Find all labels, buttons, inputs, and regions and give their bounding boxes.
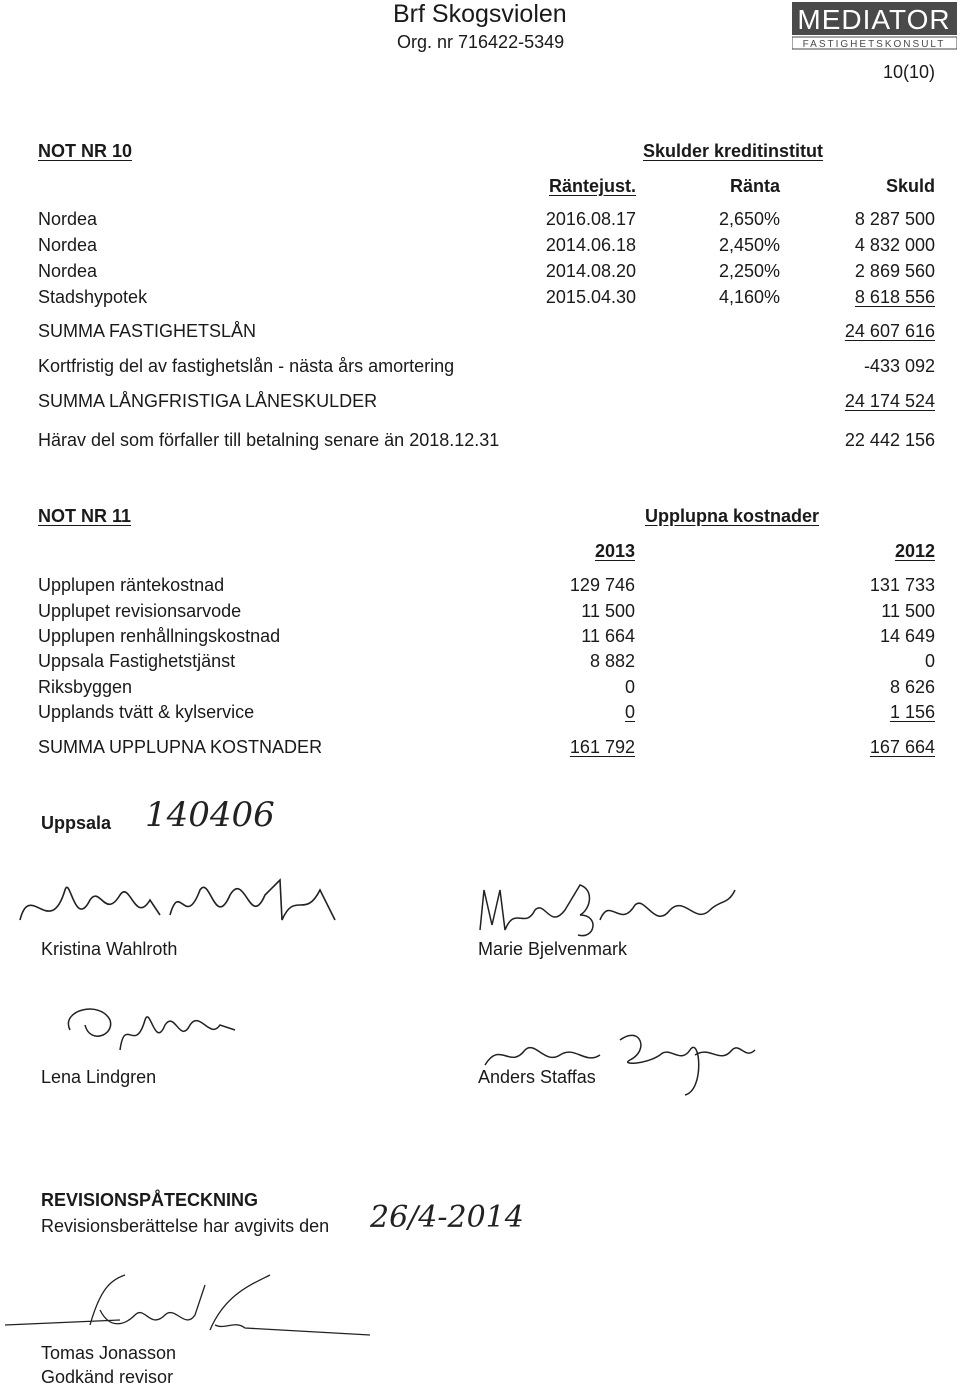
accrual-2012: 0 [924,651,935,671]
accrual-label: Upplupet revisionsarvode [38,601,242,621]
revision-text: Revisionsberättelse har avgivits den [41,1216,330,1236]
loan-lender: Nordea [38,235,98,255]
accrual-2012: 11 500 [881,601,935,621]
signature-kristina [10,860,350,950]
loan-rate: 4,160% [718,287,780,307]
mediator-logo [792,2,957,50]
short-term-value: -433 092 [863,356,935,376]
loan-date: 2015.04.30 [545,287,636,307]
col-debt: Skuld [885,176,935,196]
signatory-name: Marie Bjelvenmark [478,939,628,959]
loan-rate: 2,250% [718,261,780,281]
loan-lender: Nordea [38,261,98,281]
sum-accrued-2012: 167 664 [869,737,935,757]
accrual-2013: 0 [624,677,635,697]
accrual-2013: 8 882 [589,651,635,671]
accrual-2013: 11 664 [581,626,635,646]
revision-title: REVISIONSPÅTECKNING [41,1190,259,1210]
note11-heading: Upplupna kostnader [645,506,820,526]
signature-lena [50,990,250,1070]
sum-loans-value: 24 607 616 [844,321,935,341]
signatory-name: Lena Lindgren [41,1067,157,1087]
sum-accrued-2013: 161 792 [569,737,635,757]
loan-debt: 8 618 556 [854,287,935,307]
due-later-label: Härav del som förfaller till betalning senare än 2018.12.31 [38,430,500,450]
loan-date: 2014.06.18 [545,235,636,255]
accrual-label: Uppsala Fastighetstjänst [38,651,236,671]
auditor-role: Godkänd revisor [41,1367,174,1387]
accrual-2013: 11 500 [581,601,635,621]
note10-title: NOT NR 10 [38,141,133,161]
year-2013: 2013 [594,541,635,561]
col-rate: Ränta [729,176,780,196]
accrual-2013: 129 746 [569,575,635,595]
due-later-value: 22 442 156 [844,430,935,450]
auditor-name: Tomas Jonasson [41,1343,177,1363]
year-2012: 2012 [894,541,935,561]
company-name: Brf Skogsviolen [393,0,567,28]
note11-title: NOT NR 11 [38,506,132,526]
accrual-label: Riksbyggen [38,677,133,697]
loan-debt: 8 287 500 [854,209,935,229]
col-rate-adjust: Räntejust. [548,176,636,196]
accrual-label: Upplands tvätt & kylservice [38,702,255,722]
loan-date: 2014.08.20 [545,261,636,281]
accrual-2012: 131 733 [869,575,935,595]
loan-date: 2016.08.17 [545,209,636,229]
signature-marie [470,870,760,950]
sum-accrued-label: SUMMA UPPLUPNA KOSTNADER [38,737,323,757]
loan-lender: Stadshypotek [38,287,148,307]
accrual-2013: 0 [624,702,635,722]
long-term-value: 24 174 524 [844,391,935,411]
sum-loans-label: SUMMA FASTIGHETSLÅN [38,321,257,341]
loan-lender: Nordea [38,209,98,229]
signatory-name: Kristina Wahlroth [41,939,178,959]
accrual-2012: 1 156 [889,702,935,722]
loan-rate: 2,650% [718,209,780,229]
accrual-label: Upplupen räntekostnad [38,575,225,595]
logo-text: MEDIATOR [797,4,951,35]
logo-subtext: FASTIGHETSKONSULT [802,39,946,50]
short-term-label: Kortfristig del av fastighetslån - nästa års amortering [38,356,455,376]
accrual-label: Upplupen renhållningskostnad [38,626,281,646]
accrual-2012: 14 649 [879,626,935,646]
page-number: 10(10) [882,62,935,82]
loan-debt: 4 832 000 [854,235,935,255]
loan-rate: 2,450% [718,235,780,255]
signatory-name: Anders Staffas [478,1067,596,1087]
accrual-2012: 8 626 [889,677,935,697]
org-number: Org. nr 716422-5349 [397,32,565,52]
signing-date-handwritten: 140406 [145,795,275,835]
note10-heading: Skulder kreditinstitut [643,141,824,161]
revision-date-handwritten: 26/4-2014 [370,1200,524,1235]
long-term-label: SUMMA LÅNGFRISTIGA LÅNESKULDER [38,391,378,411]
signing-place: Uppsala [41,813,112,833]
loan-debt: 2 869 560 [854,261,935,281]
